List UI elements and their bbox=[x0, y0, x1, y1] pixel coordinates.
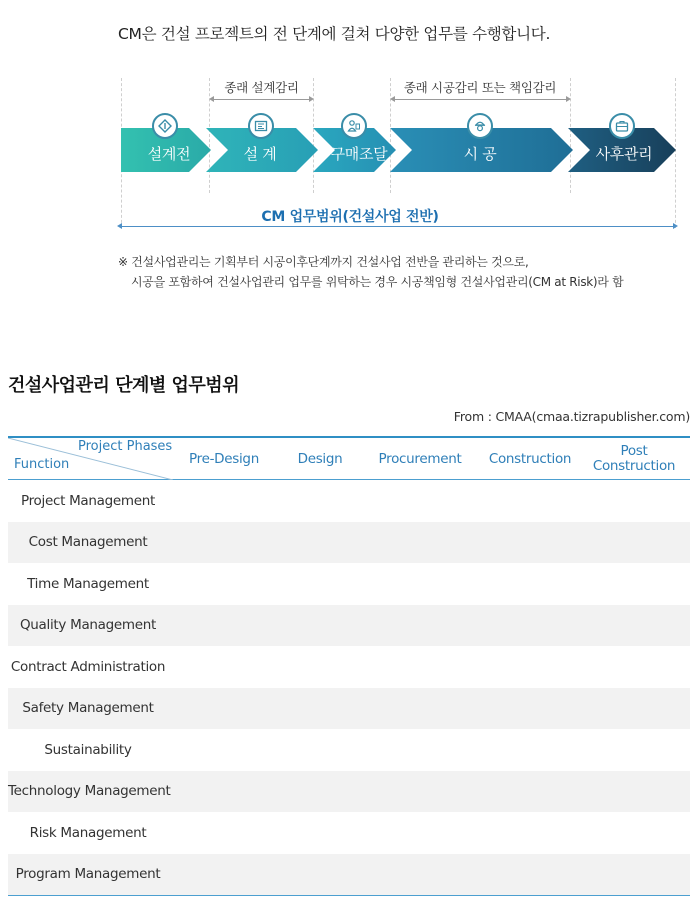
briefcase-icon bbox=[609, 113, 635, 139]
construction-supervision-label: 종래 시공감리 또는 책임감리 bbox=[403, 80, 557, 95]
table-row bbox=[8, 605, 690, 647]
note-line-2: 시공을 포함하여 건설사업관리 업무를 위탁하는 경우 시공책임형 건설사업관리(CM at Risk)라 함 bbox=[131, 275, 624, 289]
cm-scope-table bbox=[8, 436, 690, 896]
header-project-phases: Project Phases bbox=[78, 439, 173, 454]
stage-design-label: 설 계 bbox=[243, 145, 277, 163]
column-header-pre-design bbox=[178, 438, 270, 480]
column-header-label: Pre-Design bbox=[189, 450, 259, 467]
function-name: Cost Management bbox=[28, 534, 148, 551]
cm-scope-label: CM 업무범위(건설사업 전반) bbox=[261, 209, 439, 225]
table-row bbox=[8, 812, 690, 854]
table-row bbox=[8, 480, 690, 522]
table-row bbox=[8, 854, 690, 896]
column-header-construction bbox=[480, 438, 580, 480]
table-row bbox=[8, 646, 690, 688]
table-row bbox=[8, 771, 690, 813]
column-header-label: Construction bbox=[592, 458, 676, 474]
cm-note bbox=[118, 252, 623, 292]
table-row bbox=[8, 522, 690, 564]
stage-procurement-label: 구매조달 bbox=[330, 145, 388, 163]
design-supervision-label: 종래 설계감리 bbox=[224, 80, 299, 95]
stage-post-construction-label: 사후관리 bbox=[595, 145, 653, 163]
header-function: Function bbox=[14, 457, 70, 472]
column-header-design bbox=[282, 438, 358, 480]
compass-icon bbox=[152, 113, 178, 139]
function-name: Project Management bbox=[20, 492, 155, 509]
table-bottom-rule bbox=[8, 895, 690, 896]
column-header-label: Post bbox=[620, 443, 648, 459]
column-header-procurement bbox=[370, 438, 470, 480]
function-name: Contract Administration bbox=[10, 658, 166, 675]
intro-text: CM은 건설 프로젝트의 전 단계에 걸쳐 다양한 업무를 수행합니다. bbox=[118, 25, 551, 43]
stage-construction-label: 시 공 bbox=[463, 145, 497, 163]
function-name: Safety Management bbox=[22, 700, 154, 717]
source-citation: From : CMAA(cmaa.tizrapublisher.com) bbox=[453, 409, 690, 424]
function-name: Sustainability bbox=[44, 741, 132, 758]
construction-supervision-arrow bbox=[393, 99, 568, 100]
function-name: Quality Management bbox=[19, 617, 157, 634]
column-header-label: Design bbox=[297, 450, 343, 467]
cm-scope-arrow bbox=[120, 226, 675, 227]
note-line-1: ※ 건설사업관리는 기획부터 시공이후단계까지 건설사업 전반을 관리하는 것으로, bbox=[118, 255, 529, 269]
column-header-post-construction bbox=[588, 438, 680, 480]
function-name: Technology Management bbox=[8, 783, 171, 800]
table-header bbox=[8, 436, 690, 480]
stage-pre-design-label: 설계전 bbox=[147, 145, 191, 163]
function-name: Program Management bbox=[15, 866, 161, 883]
worker-helmet-icon bbox=[467, 113, 493, 139]
procurement-icon bbox=[341, 113, 367, 139]
design-supervision-arrow bbox=[212, 99, 311, 100]
section-title: 건설사업관리 단계별 업무범위 bbox=[8, 375, 240, 396]
table-row bbox=[8, 729, 690, 771]
table-row bbox=[8, 563, 690, 605]
function-name: Risk Management bbox=[29, 824, 147, 841]
table-row bbox=[8, 688, 690, 730]
column-header-label: Construction bbox=[488, 450, 572, 467]
column-header-label: Procurement bbox=[378, 450, 462, 467]
blueprint-icon bbox=[248, 113, 274, 139]
function-name: Time Management bbox=[27, 575, 149, 592]
